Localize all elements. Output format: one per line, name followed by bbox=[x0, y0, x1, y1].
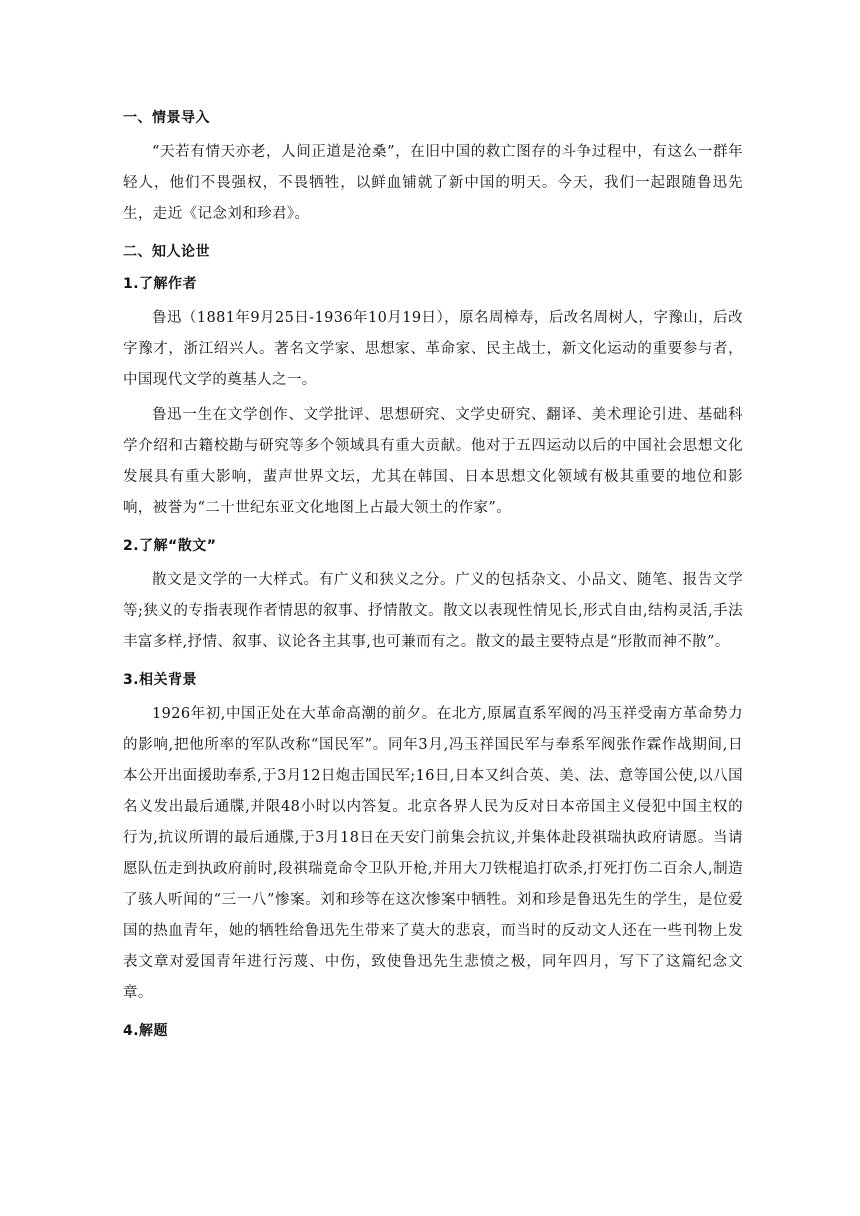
subheading-prose: 2.了解“散文” bbox=[123, 538, 217, 554]
author-paragraph-1: 鲁迅（1881年9月25日-1936年10月19日），原名周樟寿，后改名周树人，字豫山，后改字豫才，浙江绍兴人。著名文学家、思想家、革命家、民主战士，新文化运动的重要参与者，中国现代文学的奠基人之一。 bbox=[123, 310, 743, 388]
subheading-author: 1.了解作者 bbox=[123, 276, 198, 292]
subheading-context: 3.相关背景 bbox=[123, 672, 198, 688]
prose-paragraph: 散文是文学的一大样式。有广义和狭义之分。广义的包括杂文、小品文、随笔、报告文学等;狭义的专指表现作者情思的叙事、抒情散文。散文以表现性情见长,形式自由,结构灵活,手法丰富多样,抒情、叙事、议论各主其事,也可兼而有之。散文的最主要特点是“形散而神不散”。 bbox=[123, 572, 743, 650]
subheading-title-explanation: 4.解题 bbox=[123, 1023, 169, 1039]
section-heading-intro: 一、情景导入 bbox=[123, 110, 210, 126]
document-page bbox=[123, 108, 743, 1041]
context-paragraph: 1926年初,中国正处在大革命高潮的前夕。在北方,原属直系军阀的冯玉祥受南方革命势力的影响,把他所率的军队改称“国民军”。同年3月,冯玉祥国民军与奉系军阀张作霖作战期间,日本公开出面援助奉系,于3月12日炮击国民军;16日,日本又纠合英、美、法、意等国公使,以八国名义发出最后通牒,并限48小时以内答复。北京各界人民为反对日本帝国主义侵犯中国主权的行为,抗议所谓的最后通牒,于3月18日在天安门前集会抗议,并集体赴段祺瑞执政府请愿。当请愿队伍走到执政府前时,段祺瑞竟命令卫队开枪,并用大刀铁棍追打砍杀,打死打伤二百余人,制造了骇人听闻的“三一八”惨案。刘和珍等在这次惨案中牺牲。刘和珍是鲁迅先生的学生，是位爱国的热血青年，她的牺牲给鲁迅先生带来了莫大的悲哀，而当时的反动文人还在一些刊物上发表文章对爱国青年进行污蔑、中伤，致使鲁迅先生悲愤之极，同年四月，写下了这篇纪念文章。 bbox=[123, 706, 743, 1001]
intro-paragraph: “天若有情天亦老，人间正道是沧桑”，在旧中国的救亡图存的斗争过程中，有这么一群年轻人，他们不畏强权，不畏牺牲，以鲜血铺就了新中国的明天。今天，我们一起跟随鲁迅先生，走近《记念刘和珍君》。 bbox=[123, 144, 743, 222]
author-paragraph-2: 鲁迅一生在文学创作、文学批评、思想研究、文学史研究、翻译、美术理论引进、基础科学介绍和古籍校勘与研究等多个领域具有重大贡献。他对于五四运动以后的中国社会思想文化发展具有重大影响，蜚声世界文坛，尤其在韩国、日本思想文化领域有极其重要的地位和影响，被誉为“二十世纪东亚文化地图上占最大领土的作家”。 bbox=[123, 407, 743, 516]
section-heading-background: 二、知人论世 bbox=[123, 244, 210, 260]
